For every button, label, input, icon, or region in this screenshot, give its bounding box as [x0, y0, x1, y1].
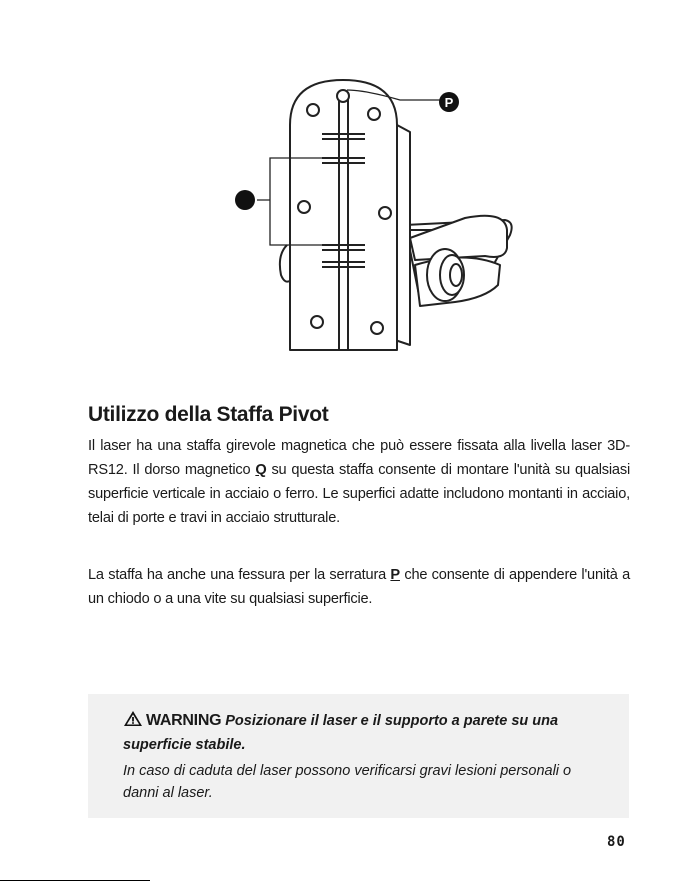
- callout-q-marker: [235, 190, 255, 210]
- warning-box: [88, 694, 629, 818]
- para2-text-after: che consente di appendere l'unità a un chiodo o a una vite su qualsiasi superficie.: [88, 567, 631, 607]
- para1-text-before: Il laser ha una staffa girevole magnetica che può essere fissata alla livella laser 3D-RS12. Il dorso magnetico: [88, 438, 630, 478]
- pivot-bracket-illustration: [215, 70, 545, 370]
- ref-q: Q: [255, 462, 267, 478]
- paragraph-keyhole-slot: [88, 563, 630, 611]
- section-title: Utilizzo della Staffa Pivot: [88, 403, 329, 426]
- warning-headline-text: Posizionare il laser e il supporto a parete su una superficie stabile.: [123, 713, 559, 753]
- paragraph-magnetic-back: [88, 434, 630, 530]
- para2-text-before: La staffa ha anche una fessura per la serratura: [88, 567, 391, 583]
- warning-label: WARNING: [146, 712, 222, 729]
- ref-p: P: [390, 567, 400, 583]
- warning-headline: [123, 710, 603, 756]
- warning-body: In caso di caduta del laser possono verificarsi gravi lesioni personali o danni al laser.: [123, 763, 572, 801]
- warning-triangle-icon: [123, 710, 143, 734]
- para1-text-after: su questa staffa consente di montare l'unità su qualsiasi superficie verticale in acciaio o ferro. Le superfici adatte includono montanti in acciaio, telai di porte e travi in acciaio strutturale.: [88, 462, 630, 526]
- page-number: 80: [607, 834, 626, 850]
- footer-rule: [0, 880, 150, 881]
- callout-p-label: P: [444, 95, 454, 110]
